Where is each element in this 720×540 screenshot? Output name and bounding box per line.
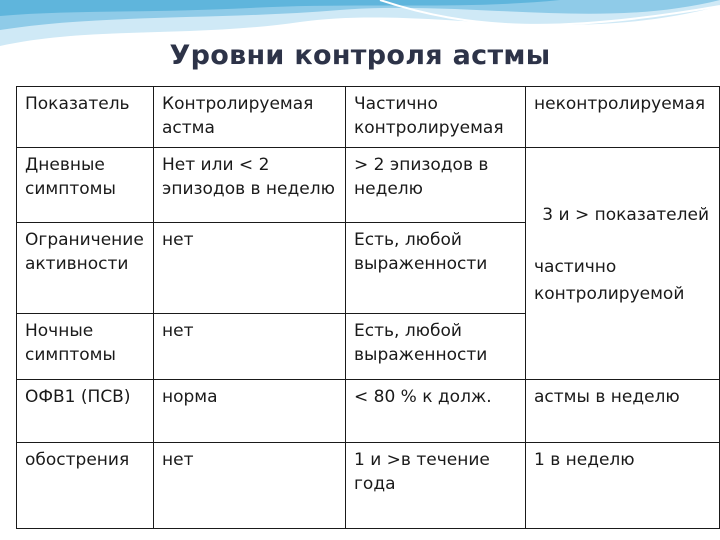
header-partial: Частично контролируемая <box>346 87 526 148</box>
table-row <box>17 380 720 443</box>
uncontrolled-summary-line2: частично контролируемой <box>534 256 685 304</box>
uncontrolled-summary-line1: 3 и > показателей <box>542 205 709 225</box>
indicator-cell: Ограничение активности <box>17 223 154 314</box>
table-header-row <box>17 87 720 148</box>
indicator-cell: ОФВ1 (ПСВ) <box>17 380 154 443</box>
page-title: Уровни контроля астмы <box>169 40 551 71</box>
controlled-cell: Нет или < 2 эпизодов в неделю <box>154 148 346 223</box>
header-indicator: Показатель <box>17 87 154 148</box>
controlled-cell: норма <box>154 380 346 443</box>
table-row <box>17 443 720 529</box>
controlled-cell: нет <box>154 223 346 314</box>
indicator-cell: Ночные симптомы <box>17 314 154 380</box>
partial-cell: > 2 эпизодов в неделю <box>346 148 526 223</box>
partial-cell: < 80 % к долж. <box>346 380 526 443</box>
indicator-cell: Дневные симптомы <box>17 148 154 223</box>
partial-cell: Есть, любой выраженности <box>346 314 526 380</box>
controlled-cell: нет <box>154 443 346 529</box>
table-row <box>17 148 720 223</box>
partial-cell: Есть, любой выраженности <box>346 223 526 314</box>
uncontrolled-cell: астмы в неделю <box>526 380 720 443</box>
controlled-cell: нет <box>154 314 346 380</box>
uncontrolled-summary-cell <box>526 148 720 380</box>
asthma-control-table <box>16 86 720 529</box>
indicator-cell: обострения <box>17 443 154 529</box>
uncontrolled-cell: 1 в неделю <box>526 443 720 529</box>
header-controlled: Контролируемая астма <box>154 87 346 148</box>
header-uncontrolled: неконтролируемая <box>526 87 720 148</box>
partial-cell: 1 и >в течение года <box>346 443 526 529</box>
